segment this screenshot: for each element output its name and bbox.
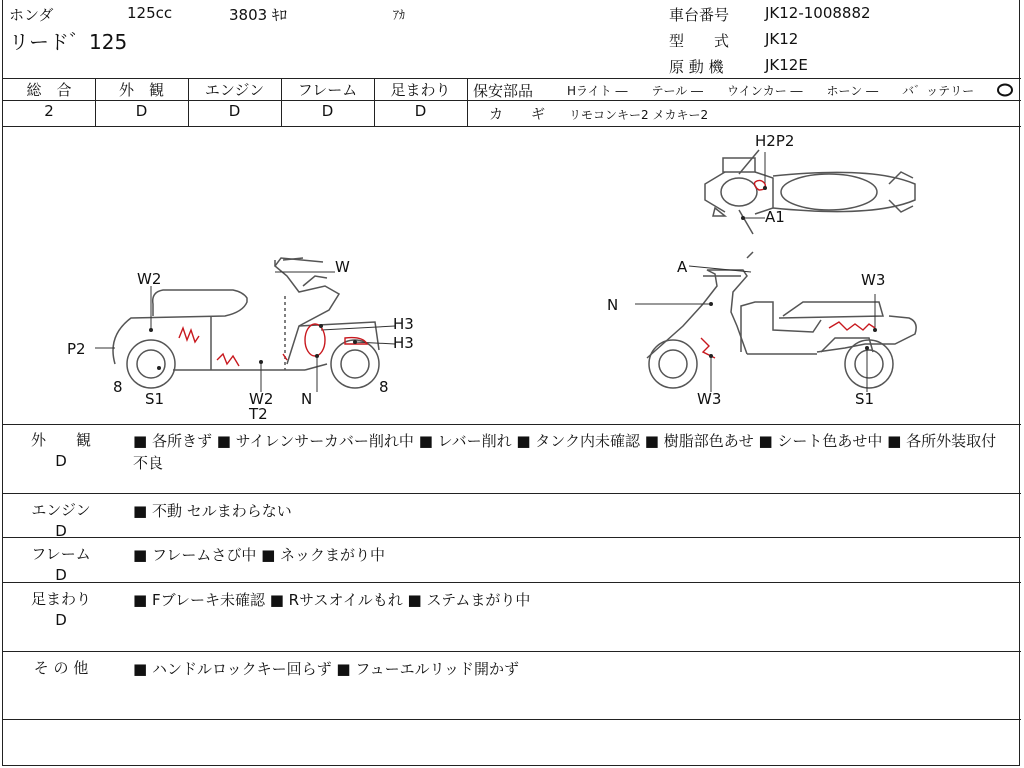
label-h3-b: H3 <box>393 334 414 352</box>
label-h3-a: H3 <box>393 315 414 333</box>
type-label: 型 式 <box>669 32 730 50</box>
label-a1: A1 <box>765 208 785 226</box>
exterior-grade: D <box>135 102 148 120</box>
label-8-left: 8 <box>113 378 123 396</box>
label-n-left: N <box>301 390 313 408</box>
label-s1-left: S1 <box>145 390 165 408</box>
label-t2: T2 <box>249 405 268 423</box>
frame-grade: D <box>321 102 334 120</box>
engine-code: JK12E <box>765 56 808 74</box>
safety-items: Hライト ― テール ― ウインカー ― ホーン ― バ゛ッテリー <box>567 84 975 98</box>
damage-mark <box>283 354 287 360</box>
label-n-right: N <box>607 296 619 314</box>
section-label: エンジン <box>31 501 91 519</box>
label-8-right: 8 <box>379 378 389 396</box>
damage-mark <box>829 322 875 330</box>
label-w2-bottom: W2 <box>249 390 274 408</box>
label-w2-left: W2 <box>137 270 162 288</box>
overall-grade: 2 <box>44 102 54 120</box>
damage-mark <box>305 324 325 356</box>
inspection-sheet <box>2 0 1020 766</box>
label-w3-top: W3 <box>861 271 886 289</box>
damage-mark <box>217 354 239 366</box>
label-a: A <box>677 258 688 276</box>
section-text: ■ ハンドルロックキー回らず ■ フューエルリッド開かず <box>133 660 520 678</box>
section-text: ■ フレームさび中 ■ ネックまがり中 <box>133 546 386 564</box>
section-engine <box>3 494 1021 538</box>
section-grade: D <box>55 522 67 540</box>
label-s1-right: S1 <box>855 390 875 408</box>
header <box>3 0 1021 79</box>
section-grade: D <box>55 611 67 629</box>
label-h2p2: H2P2 <box>755 132 795 150</box>
type-value: JK12 <box>765 30 799 48</box>
overall-label: 総 合 <box>26 81 72 99</box>
suspension-label: 足まわり <box>390 81 451 99</box>
safety-label: 保安部品 <box>473 82 534 100</box>
frame-no-label: 車台番号 <box>669 6 730 24</box>
exterior-label: 外 観 <box>118 81 164 99</box>
engine-label: エンジン <box>204 81 265 99</box>
section-label: そ の 他 <box>33 659 89 677</box>
frame-no: JK12-1008882 <box>765 4 871 22</box>
damage-diagram <box>3 126 1021 425</box>
grade-table <box>3 78 1021 127</box>
section-suspension <box>3 583 1021 652</box>
color: ｱｶ <box>393 8 406 22</box>
section-grade: D <box>55 566 67 584</box>
displacement: 125cc <box>127 4 173 22</box>
section-frame <box>3 538 1021 583</box>
top-view-scooter <box>705 150 915 234</box>
maker: ホンダ <box>9 6 54 24</box>
frame-label: フレーム <box>297 81 358 99</box>
section-label: 足まわり <box>30 590 91 608</box>
label-w: W <box>335 258 350 276</box>
section-text: ■ Fブレーキ未確認 ■ Rサスオイルもれ ■ ステムまがり中 <box>133 591 531 609</box>
label-p2: P2 <box>67 340 86 358</box>
suspension-grade: D <box>414 102 427 120</box>
engine-code-label: 原 動 機 <box>669 58 724 76</box>
engine-grade: D <box>228 102 241 120</box>
section-label: 外 観 <box>30 431 91 449</box>
mileage: 3803 ｷﾛ <box>229 6 287 24</box>
section-exterior <box>3 424 1021 494</box>
damage-mark <box>179 328 199 342</box>
damage-mark <box>701 338 715 358</box>
section-other <box>3 652 1021 720</box>
section-grade: D <box>55 452 67 470</box>
model-name: リード゛125 <box>9 30 128 54</box>
section-text: ■ 各所きず ■ サイレンサーカバー削れ中 ■ レバー削れ ■ タンク内未確認 ■ 樹脂部色あせ ■ シート色あせ中 ■ 各所外装取付不良 <box>133 432 997 472</box>
section-label: フレーム <box>31 545 91 563</box>
section-text: ■ 不動 セルまわらない <box>133 502 292 520</box>
key-label: カ ギ <box>489 107 545 123</box>
key-value: リモコンキー2 メカキー2 <box>569 108 709 122</box>
label-w3-bottom: W3 <box>697 390 722 408</box>
battery-ok-circle-icon <box>996 83 1014 97</box>
